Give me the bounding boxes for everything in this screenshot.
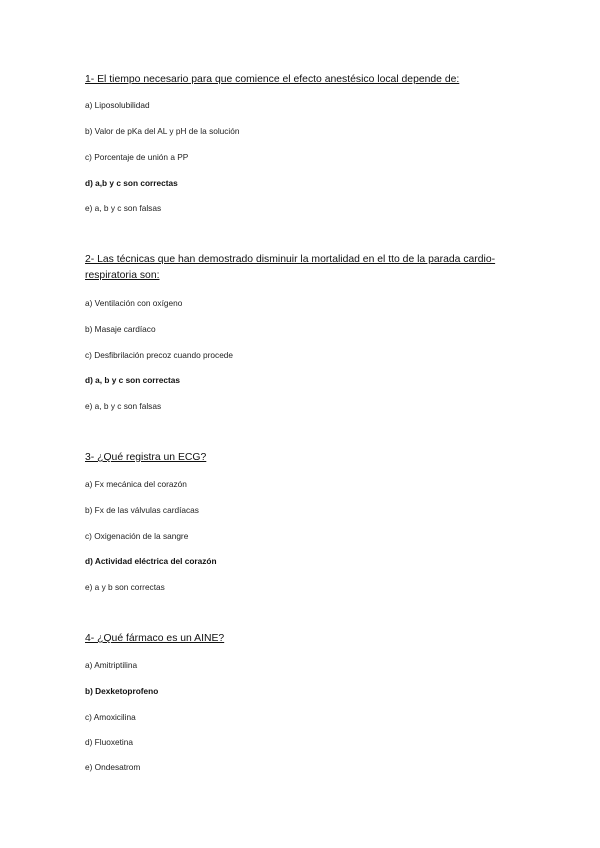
- question-2-title: 2- Las técnicas que han demostrado disminuir la mortalidad en el tto de la parada cardio-respiratoria son:: [85, 254, 496, 281]
- question-4: [85, 631, 515, 772]
- question-3-option-a: a) Fx mecánica del corazón: [85, 479, 187, 489]
- question-3-option-e: e) a y b son correctas: [85, 582, 165, 592]
- question-1-option-c: c) Porcentaje de unión a PP: [85, 152, 189, 162]
- question-4-option-c: c) Amoxicilina: [85, 712, 136, 722]
- question-3-option-c: c) Oxigenación de la sangre: [85, 531, 189, 541]
- question-3-title: 3- ¿Qué registra un ECG?: [85, 452, 207, 463]
- question-1: [85, 72, 515, 213]
- question-1-title: 1- El tiempo necesario para que comience el efecto anestésico local depende de:: [85, 74, 460, 85]
- question-1-option-a: a) Liposolubilidad: [85, 100, 150, 110]
- question-4-title: 4- ¿Qué fármaco es un AINE?: [85, 633, 225, 644]
- question-3-option-d: d) Actividad eléctrica del corazón: [85, 556, 217, 566]
- question-3-option-b: b) Fx de las válvulas cardíacas: [85, 505, 199, 515]
- question-4-option-e: e) Ondesatrom: [85, 762, 141, 772]
- question-2: [85, 252, 515, 411]
- question-1-option-d: d) a,b y c son correctas: [85, 178, 178, 188]
- question-2-option-d: d) a, b y c son correctas: [85, 375, 180, 385]
- question-1-option-e: e) a, b y c son falsas: [85, 203, 162, 213]
- question-4-option-b: b) Dexketoprofeno: [85, 686, 159, 696]
- question-2-option-e: e) a, b y c son falsas: [85, 401, 162, 411]
- question-3: [85, 450, 515, 592]
- question-2-option-c: c) Desfibrilación precoz cuando procede: [85, 350, 234, 360]
- question-2-option-b: b) Masaje cardíaco: [85, 324, 156, 334]
- question-4-option-a: a) Amitriptilina: [85, 660, 138, 670]
- question-2-option-a: a) Ventilación con oxígeno: [85, 298, 183, 308]
- question-1-option-b: b) Valor de pKa del AL y pH de la solución: [85, 126, 240, 136]
- question-4-option-d: d) Fluoxetina: [85, 737, 133, 747]
